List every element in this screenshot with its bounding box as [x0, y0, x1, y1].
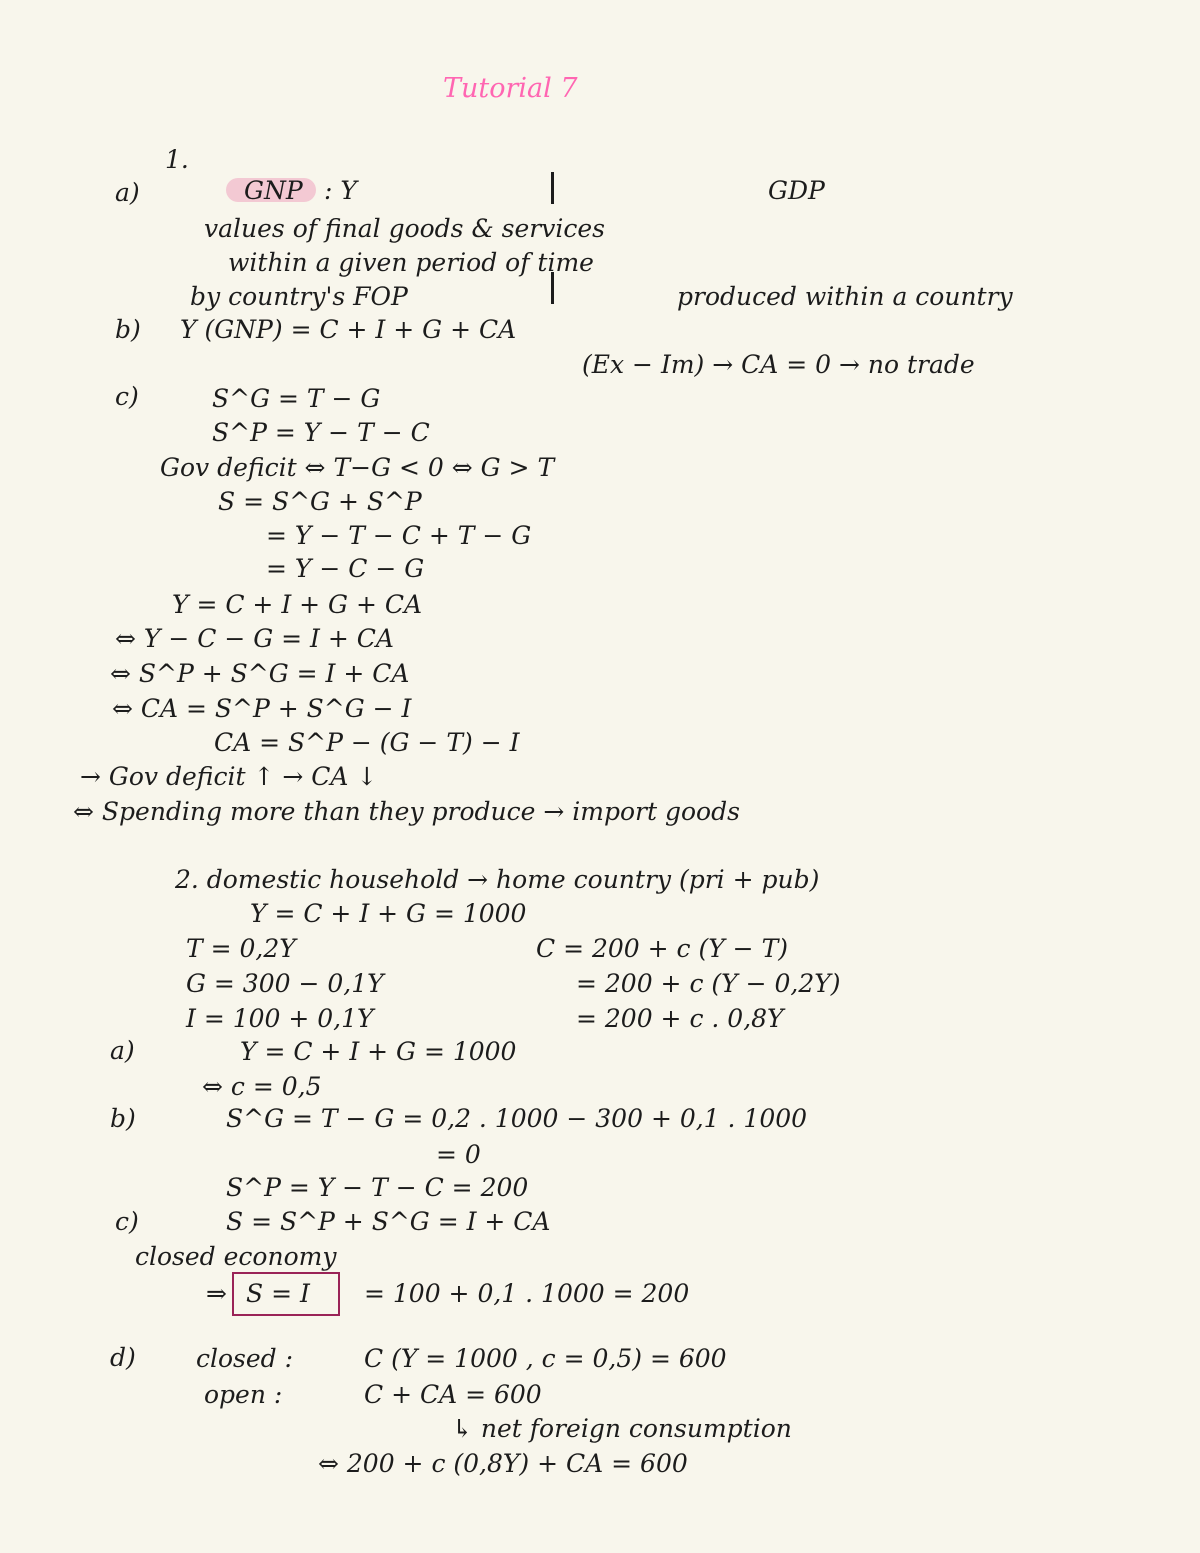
handwritten-line: → Gov deficit ↑ → CA ↓ — [80, 762, 378, 791]
problem-number: 1. — [165, 145, 189, 174]
handwritten-line: Gov deficit ⇔ T−G < 0 ⇔ G > T — [160, 453, 555, 482]
part-label: c) — [115, 382, 139, 411]
handwritten-line: T = 0,2Y — [186, 934, 296, 963]
handwritten-line: CA = S^P − (G − T) − I — [214, 728, 520, 757]
handwritten-line: ↳ net foreign consumption — [452, 1414, 792, 1443]
page-title: Tutorial 7 — [443, 73, 578, 104]
part-label: b) — [110, 1104, 136, 1133]
handwritten-line: = Y − C − G — [266, 554, 425, 583]
handwritten-line: G = 300 − 0,1Y — [186, 969, 384, 998]
handwritten-line: closed : — [196, 1344, 294, 1373]
handwritten-line: ⇔ CA = S^P + S^G − I — [112, 694, 412, 723]
handwritten-line: ⇔ S^P + S^G = I + CA — [110, 659, 410, 688]
part-label: d) — [110, 1343, 136, 1372]
handwritten-line: ⇔ c = 0,5 — [202, 1072, 322, 1101]
handwritten-line: values of final goods & services — [204, 214, 605, 243]
handwritten-line: C (Y = 1000 , c = 0,5) = 600 — [364, 1344, 727, 1373]
handwritten-line: = 200 + c (Y − 0,2Y) — [576, 969, 841, 998]
handwritten-line: C + CA = 600 — [364, 1380, 542, 1409]
handwritten-line: S^G = T − G = 0,2 . 1000 − 300 + 0,1 . 1000 — [226, 1104, 808, 1133]
part-label: c) — [115, 1207, 139, 1236]
handwritten-line: ⇔ Spending more than they produce → import goods — [73, 797, 740, 826]
handwritten-line: Y = C + I + G = 1000 — [240, 1037, 517, 1066]
handwritten-line: C = 200 + c (Y − T) — [536, 934, 789, 963]
handwritten-line: Y = C + I + G + CA — [172, 590, 423, 619]
handwritten-line: S = S^G + S^P — [218, 487, 422, 516]
handwritten-line: : Y — [324, 176, 357, 205]
boxed-result: S = I — [246, 1279, 310, 1308]
handwritten-line: ⇔ 200 + c (0,8Y) + CA = 600 — [318, 1449, 688, 1478]
handwritten-line: GNP — [244, 176, 303, 205]
handwritten-line: Y = C + I + G = 1000 — [250, 899, 527, 928]
handwritten-line: = Y − T − C + T − G — [266, 521, 532, 550]
part-label: b) — [115, 315, 141, 344]
handwritten-line: closed economy — [135, 1242, 337, 1271]
handwritten-line: (Ex − Im) → CA = 0 → no trade — [582, 350, 975, 379]
handwritten-line: S^P = Y − T − C = 200 — [226, 1173, 529, 1202]
handwritten-line: ⇒ — [206, 1279, 227, 1308]
handwritten-line: within a given period of time — [228, 248, 594, 277]
handwritten-line: GDP — [768, 176, 825, 205]
handwritten-line: = 100 + 0,1 . 1000 = 200 — [364, 1279, 690, 1308]
handwritten-line: by country's FOP — [190, 282, 408, 311]
handwritten-line: open : — [204, 1380, 283, 1409]
handwritten-line: = 200 + c . 0,8Y — [576, 1004, 784, 1033]
part-label: a) — [115, 178, 140, 207]
handwritten-line: = 0 — [436, 1140, 481, 1169]
handwritten-line: I = 100 + 0,1Y — [186, 1004, 374, 1033]
divider-line — [551, 172, 554, 204]
handwritten-line: S^P = Y − T − C — [212, 418, 430, 447]
handwritten-line: Y (GNP) = C + I + G + CA — [180, 315, 517, 344]
handwritten-line: ⇔ Y − C − G = I + CA — [115, 624, 394, 653]
part-label: a) — [110, 1036, 135, 1065]
handwritten-line: produced within a country — [677, 282, 1013, 311]
handwritten-line: S^G = T − G — [212, 384, 381, 413]
handwritten-line: S = S^P + S^G = I + CA — [226, 1207, 551, 1236]
handwritten-line: 2. domestic household → home country (pri + pub) — [175, 865, 820, 894]
